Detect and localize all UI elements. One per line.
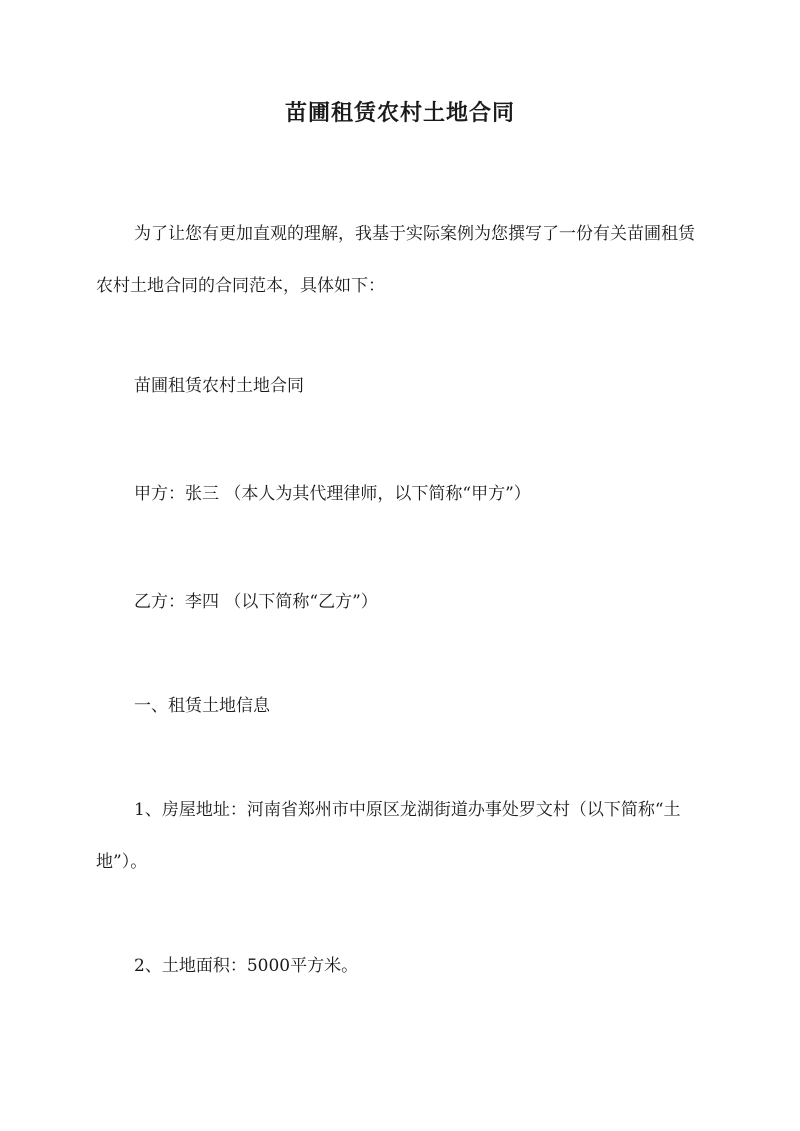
intro-paragraph: 为了让您有更加直观的理解，我基于实际案例为您撰写了一份有关苗圃租赁农村土地合同的合同范本，具体如下： [96,224,695,296]
party-b-paragraph: 乙方：李四 （以下简称“乙方”） [134,592,378,612]
party-a-paragraph: 甲方：张三 （本人为其代理律师，以下简称“甲方”） [134,484,531,504]
item-land-address: 1、房屋地址：河南省郑州市中原区龙湖街道办事处罗文村（以下简称“土地”）。 [96,800,681,872]
document-title: 苗圃租赁农村土地合同 [284,100,515,126]
contract-title-paragraph: 苗圃租赁农村土地合同 [134,376,304,396]
section-heading: 一、租赁土地信息 [134,696,270,716]
item-land-area: 2、土地面积：5000平方米。 [134,956,359,976]
